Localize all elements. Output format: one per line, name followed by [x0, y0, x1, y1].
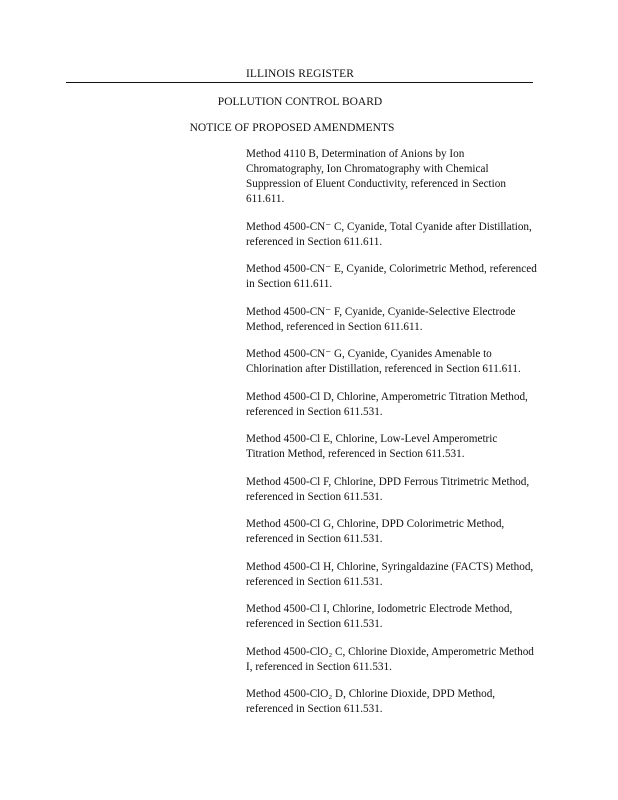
- header-divider: [66, 82, 533, 83]
- method-item: Method 4500-CN⁻ F, Cyanide, Cyanide-Selective Electrode Method, referenced in Section 611.611.: [246, 305, 516, 333]
- method-item: Method 4500-ClO₂ C, Chlorine Dioxide, Amperometric Method I, referenced in Section 611.531.: [246, 645, 534, 673]
- method-item: Method 4110 B, Determination of Anions by Ion Chromatography, Ion Chromatography with Chemical Suppression of Eluent Conductivity, referenced in Section 611.611.: [246, 148, 506, 205]
- agency-title: POLLUTION CONTROL BOARD: [217, 96, 383, 108]
- method-item: Method 4500-Cl I, Chlorine, Iodometric Electrode Method, referenced in Section 611.531.: [246, 603, 513, 630]
- method-item: Method 4500-CN⁻ E, Cyanide, Colorimetric Method, referenced in Section 611.611.: [246, 263, 537, 290]
- method-item: Method 4500-Cl F, Chlorine, DPD Ferrous Titrimetric Method, referenced in Section 611.531.: [246, 475, 530, 503]
- method-item: Method 4500-CN⁻ C, Cyanide, Total Cyanide after Distillation, referenced in Section 611.611.: [246, 220, 532, 248]
- method-item: Method 4500-Cl G, Chlorine, DPD Colorimetric Method, referenced in Section 611.531.: [246, 518, 505, 545]
- method-item: Method 4500-Cl H, Chlorine, Syringaldazine (FACTS) Method, referenced in Section 611.531.: [246, 560, 534, 588]
- notice-title: NOTICE OF PROPOSED AMENDMENTS: [189, 122, 395, 134]
- register-title: ILLINOIS REGISTER: [245, 68, 355, 80]
- method-item: Method 4500-ClO₂ D, Chlorine Dioxide, DPD Method, referenced in Section 611.531.: [246, 688, 496, 715]
- method-list: [246, 147, 538, 730]
- method-item: Method 4500-CN⁻ G, Cyanide, Cyanides Amenable to Chlorination after Distillation, referenced in Section 611.611.: [246, 348, 521, 375]
- method-item: Method 4500-Cl E, Chlorine, Low-Level Amperometric Titration Method, referenced in Section 611.531.: [246, 433, 498, 460]
- method-item: Method 4500-Cl D, Chlorine, Amperometric Titration Method, referenced in Section 611.531.: [246, 390, 528, 418]
